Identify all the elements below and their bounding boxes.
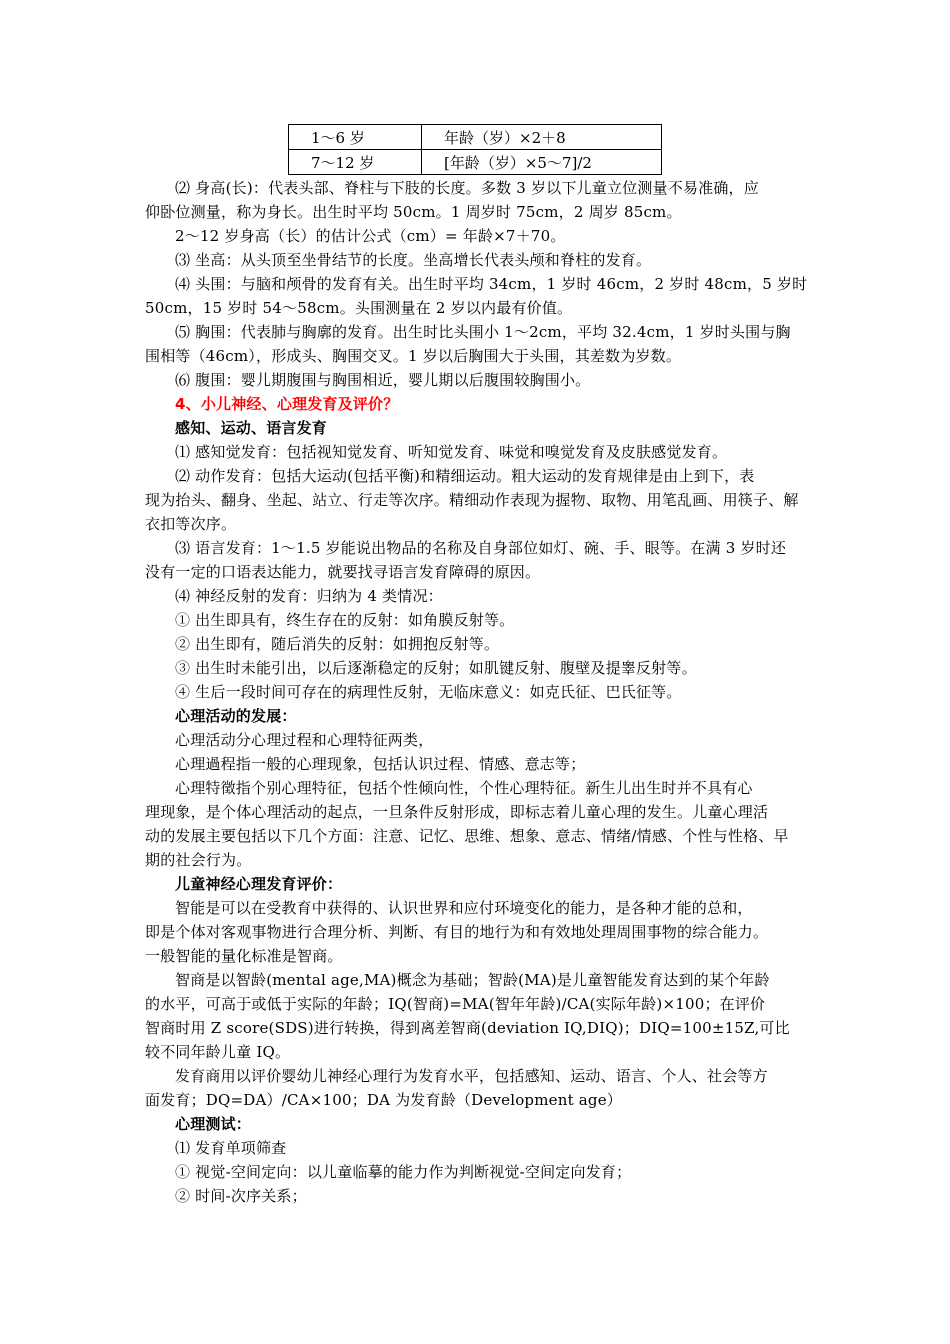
text-line: ⑷ 神经反射的发育：归纳为 4 类情况： (175, 587, 443, 605)
text-line: 50cm，15 岁时 54～58cm。头围测量在 2 岁以内最有价值。 (145, 299, 573, 317)
table-cell-formula: [年龄（岁）×5～7]/2 (422, 150, 662, 175)
text-line: ⑴ 发育单项筛查 (175, 1139, 287, 1157)
table-row (289, 150, 662, 175)
text-line: ⑶ 语言发育：1～1.5 岁能说出物品的名称及自身部位如灯、碗、手、眼等。在满 3 岁时还 (175, 539, 787, 557)
text-line: 现为抬头、翻身、坐起、站立、行走等次序。精细动作表现为握物、取物、用笔乱画、用筷子、解 (145, 491, 799, 509)
text-line: 心理過程指一般的心理现象，包括认识过程、情感、意志等； (175, 755, 586, 773)
text-line: 即是个体对客观事物进行合理分析、判断、有目的地行为和有效地处理周围事物的综合能力。 (145, 923, 769, 941)
text-line: ⑸ 胸围：代表肺与胸廓的发育。出生时比头围小 1～2cm，平均 32.4cm，1 岁时头围与胸 (175, 323, 791, 341)
section-heading: 感知、运动、语言发育 (175, 419, 328, 437)
text-line: ① 视觉-空间定向：以儿童临摹的能力作为判断视觉-空间定向发育； (175, 1163, 632, 1181)
text-line: 衣扣等次序。 (145, 515, 237, 533)
table-cell-age: 7～12 岁 (289, 150, 422, 175)
weight-formula-table (288, 124, 662, 175)
text-line: 面发育；DQ=DA）/CA×100；DA 为发育龄（Development age） (145, 1091, 623, 1109)
section-heading: 心理活动的发展： (175, 707, 297, 725)
text-line: ⑶ 坐高：从头顶至坐骨结节的长度。坐高增长代表头颅和脊柱的发育。 (175, 251, 652, 269)
text-line: ⑴ 感知觉发育：包括视知觉发育、听知觉发育、味觉和嗅觉发育及皮肤感觉发育。 (175, 443, 728, 461)
text-line: ⑷ 头围：与脑和颅骨的发育有关。出生时平均 34cm，1 岁时 46cm，2 岁时 48cm，5 岁时 (175, 275, 808, 293)
text-line: 的水平，可高于或低于实际的年龄；IQ(智商)=MA(智年年龄)/CA(实际年龄)×100；在评价 (145, 995, 766, 1013)
text-line: 心理特徵指个别心理特征，包括个性倾向性，个性心理特征。新生儿出生时并不具有心 (175, 779, 753, 797)
text-line: ⑵ 动作发育：包括大运动(包括平衡)和精细运动。粗大运动的发育规律是由上到下，表 (175, 467, 755, 485)
table-cell-formula: 年龄（岁）×2＋8 (422, 125, 662, 150)
document-body (145, 176, 810, 1208)
text-line: 心理活动分心理过程和心理特征两类， (175, 731, 434, 749)
text-line: 没有一定的口语表达能力，就要找寻语言发育障碍的原因。 (145, 563, 541, 581)
text-line: ⑵ 身高(长)：代表头部、脊柱与下肢的长度。多数 3 岁以下儿童立位测量不易准确，应 (175, 179, 759, 197)
text-line: 智商时用 Z score(SDS)进行转换，得到离差智商(deviation IQ,DIQ)；DIQ=100±15Z,可比 (145, 1019, 790, 1037)
text-line: ② 时间-次序关系； (175, 1187, 307, 1205)
text-line: ③ 出生时未能引出，以后逐渐稳定的反射；如肌键反射、腹壁及提睾反射等。 (175, 659, 697, 677)
text-line: ① 出生即具有，终生存在的反射：如角膜反射等。 (175, 611, 515, 629)
text-line: 发育商用以评价婴幼儿神经心理行为发育水平，包括感知、运动、语言、个人、社会等方 (175, 1067, 768, 1085)
text-line: ② 出生即有，随后消失的反射：如拥抱反射等。 (175, 635, 500, 653)
text-line: 一般智能的量化标准是智商。 (145, 947, 343, 965)
text-line: 智能是可以在受教育中获得的、认识世界和应付环境变化的能力，是各种才能的总和， (175, 899, 753, 917)
text-line: 期的社会行为。 (145, 851, 252, 869)
table-cell-age: 1～6 岁 (289, 125, 422, 150)
text-line: 理现象，是个体心理活动的起点，一旦条件反射形成，即标志着儿童心理的发生。儿童心理活 (145, 803, 769, 821)
text-line: ④ 生后一段时间可存在的病理性反射，无临床意义：如克氏征、巴氏征等。 (175, 683, 682, 701)
section-heading: 儿童神经心理发育评价： (175, 875, 343, 893)
text-line: 较不同年龄儿童 IQ。 (145, 1043, 291, 1061)
text-line: 仰卧位测量，称为身长。出生时平均 50cm。1 周岁时 75cm，2 周岁 85cm。 (145, 203, 682, 221)
section-heading: 心理测试： (175, 1115, 252, 1133)
text-line: 智商是以智龄(mental age,MA)概念为基础；智龄(MA)是儿童智能发育达到的某个年龄 (175, 971, 770, 989)
section-heading: 4、小儿神经、心理发育及评价？ (175, 395, 399, 413)
text-line: 动的发展主要包括以下几个方面：注意、记忆、思维、想象、意志、情绪/情感、个性与性格、早 (145, 827, 789, 845)
text-line: 2～12 岁身高（长）的估计公式（cm）= 年龄×7＋70。 (175, 227, 566, 245)
text-line: 围相等（46cm），形成头、胸围交叉。1 岁以后胸围大于头围，其差数为岁数。 (145, 347, 682, 365)
text-line: ⑹ 腹围：婴儿期腹围与胸围相近，婴儿期以后腹围较胸围小。 (175, 371, 591, 389)
table-row (289, 125, 662, 150)
